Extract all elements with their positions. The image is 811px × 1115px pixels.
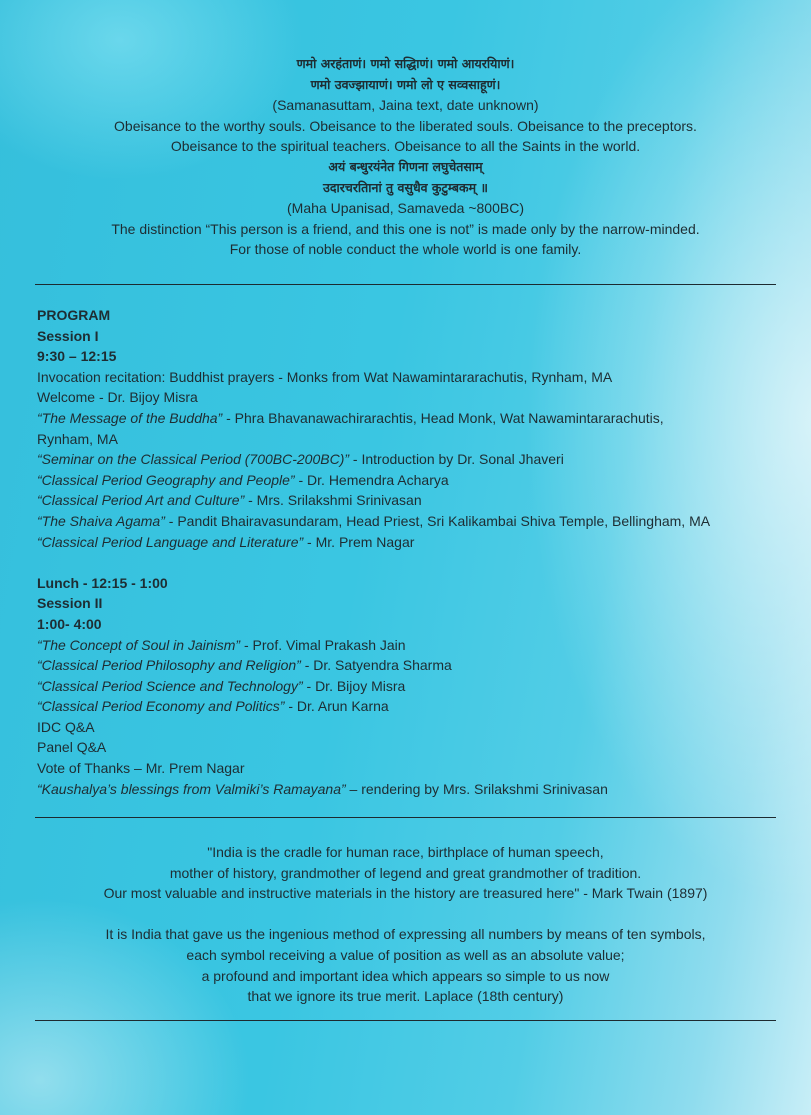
session-2-items — [37, 635, 777, 800]
talk-title: “Classical Period Art and Culture” — [37, 492, 245, 509]
upanisad-source: (Maha Upanisad, Samaveda ~800BC) — [287, 200, 524, 217]
laplace-quote-line-3: a profound and important idea which appears so simple to us now — [201, 967, 610, 984]
item-detail: IDC Q&A — [37, 718, 95, 735]
talk-title: “The Concept of Soul in Jainism” — [37, 636, 241, 653]
program-item — [37, 387, 777, 408]
program-title: PROGRAM — [37, 307, 111, 323]
lunch-break: Lunch - 12:15 - 1:00 — [37, 574, 168, 591]
program-item — [37, 429, 777, 450]
item-detail: - Mr. Prem Nagar — [303, 533, 415, 550]
session-1-time: 9:30 – 12:15 — [37, 348, 117, 365]
jaina-translation-line-2: Obeisance to the spiritual teachers. Obeisance to all the Saints in the world. — [170, 138, 641, 155]
session-1-name: Session I — [37, 327, 99, 344]
program-item — [37, 655, 777, 676]
talk-title: “Classical Period Geography and People” — [37, 471, 295, 488]
program-item — [37, 635, 777, 656]
program-item — [37, 408, 777, 429]
program-item — [37, 779, 777, 800]
program-item — [37, 676, 777, 697]
twain-quote-line-1: "India is the cradle for human race, birthplace of human speech, — [207, 844, 604, 860]
upanisad-translation-line-1: The distinction “This person is a friend, and this one is not” is made only by the narrow-minded. — [111, 220, 700, 237]
talk-title: “Classical Period Language and Literature” — [37, 533, 304, 550]
item-detail: - Dr. Bijoy Misra — [302, 677, 406, 694]
program-item — [37, 367, 777, 388]
program-item — [37, 449, 777, 470]
program-item — [37, 758, 777, 779]
item-detail: - Pandit Bhairavasundaram, Head Priest, Sri Kalikambai Shiva Temple, Bellingham, MA — [164, 512, 711, 529]
divider-middle — [35, 817, 776, 818]
item-detail: - Mrs. Srilakshmi Srinivasan — [244, 492, 422, 509]
item-detail: - Dr. Satyendra Sharma — [300, 657, 452, 674]
twain-quote-line-2: mother of history, grandmother of legend and great grandmother of tradition. — [169, 864, 642, 881]
upanisad-sanskrit-line-1: अयं बन्धुरयंनेत गिणना लघुचेतसाम् — [328, 158, 483, 174]
laplace-quote-line-4: that we ignore its true merit. Laplace (18th century) — [247, 988, 564, 1005]
item-detail: Invocation recitation: Buddhist prayers - Monks from Wat Nawamintararachutis, Rynham, MA — [37, 368, 613, 385]
upanisad-translation-line-2: For those of noble conduct the whole world is one family. — [229, 241, 582, 258]
program-item — [37, 737, 777, 758]
talk-title: “The Message of the Buddha” — [37, 409, 223, 426]
item-detail: - Phra Bhavanawachirarachtis, Head Monk, Wat Nawamintararachutis, — [222, 409, 664, 426]
laplace-quote-line-1: It is India that gave us the ingenious method of expressing all numbers by means of ten symbols, — [105, 926, 706, 943]
upanisad-sanskrit-line-2: उदारचरतिानां तु वसुधैव कुटुम्बकम् ॥ — [323, 179, 488, 195]
talk-title: “Kaushalya’s blessings from Valmiki’s Ramayana” — [37, 780, 346, 797]
talk-title: “Classical Period Philosophy and Religion” — [37, 657, 301, 674]
program-item — [37, 490, 777, 511]
talk-title: “The Shaiva Agama” — [37, 512, 165, 529]
laplace-quote-line-2: each symbol receiving a value of position as well as an absolute value; — [186, 946, 625, 963]
item-detail: Vote of Thanks – Mr. Prem Nagar — [37, 760, 245, 777]
quotes-section — [0, 842, 811, 1007]
talk-title: “Seminar on the Classical Period (700BC-200BC)” — [37, 451, 350, 468]
talk-title: “Classical Period Science and Technology” — [37, 677, 303, 694]
program-item — [37, 532, 777, 553]
item-detail: Rynham, MA — [37, 430, 118, 447]
session-2-time: 1:00- 4:00 — [37, 615, 102, 632]
item-detail: – rendering by Mrs. Srilakshmi Srinivasan — [345, 780, 608, 797]
program-item — [37, 511, 777, 532]
program-item — [37, 470, 777, 491]
jaina-sanskrit-line-1: णमो अरहंताणं। णमो सद्धिाणं। णमो आयरयिाणं। — [296, 56, 515, 71]
jaina-source: (Samanasuttam, Jaina text, date unknown) — [272, 97, 539, 114]
item-detail: - Dr. Hemendra Acharya — [294, 471, 449, 488]
item-detail: Panel Q&A — [37, 739, 107, 756]
item-detail: - Introduction by Dr. Sonal Jhaveri — [349, 451, 564, 468]
divider-top — [35, 284, 776, 285]
jaina-sanskrit-line-2: णमो उवज्झायाणं। णमो लो ए सव्वसाहूणं। — [310, 76, 501, 92]
twain-quote-line-3: Our most valuable and instructive materials in the history are treasured here" - Mark Twain (1897) — [103, 885, 708, 902]
talk-title: “Classical Period Economy and Politics” — [37, 698, 285, 715]
program-section — [37, 305, 777, 799]
divider-bottom — [35, 1020, 776, 1021]
item-detail: - Dr. Arun Karna — [284, 698, 389, 715]
spacer — [37, 552, 777, 573]
program-item — [37, 696, 777, 717]
session-1-items — [37, 367, 777, 552]
spacer — [0, 904, 811, 925]
invocation-header — [0, 54, 811, 260]
item-detail: Welcome - Dr. Bijoy Misra — [37, 389, 198, 406]
session-2-name: Session II — [37, 595, 103, 612]
jaina-translation-line-1: Obeisance to the worthy souls. Obeisance to the liberated souls. Obeisance to the preceptors. — [114, 117, 697, 134]
item-detail: - Prof. Vimal Prakash Jain — [240, 636, 406, 653]
program-item — [37, 717, 777, 738]
